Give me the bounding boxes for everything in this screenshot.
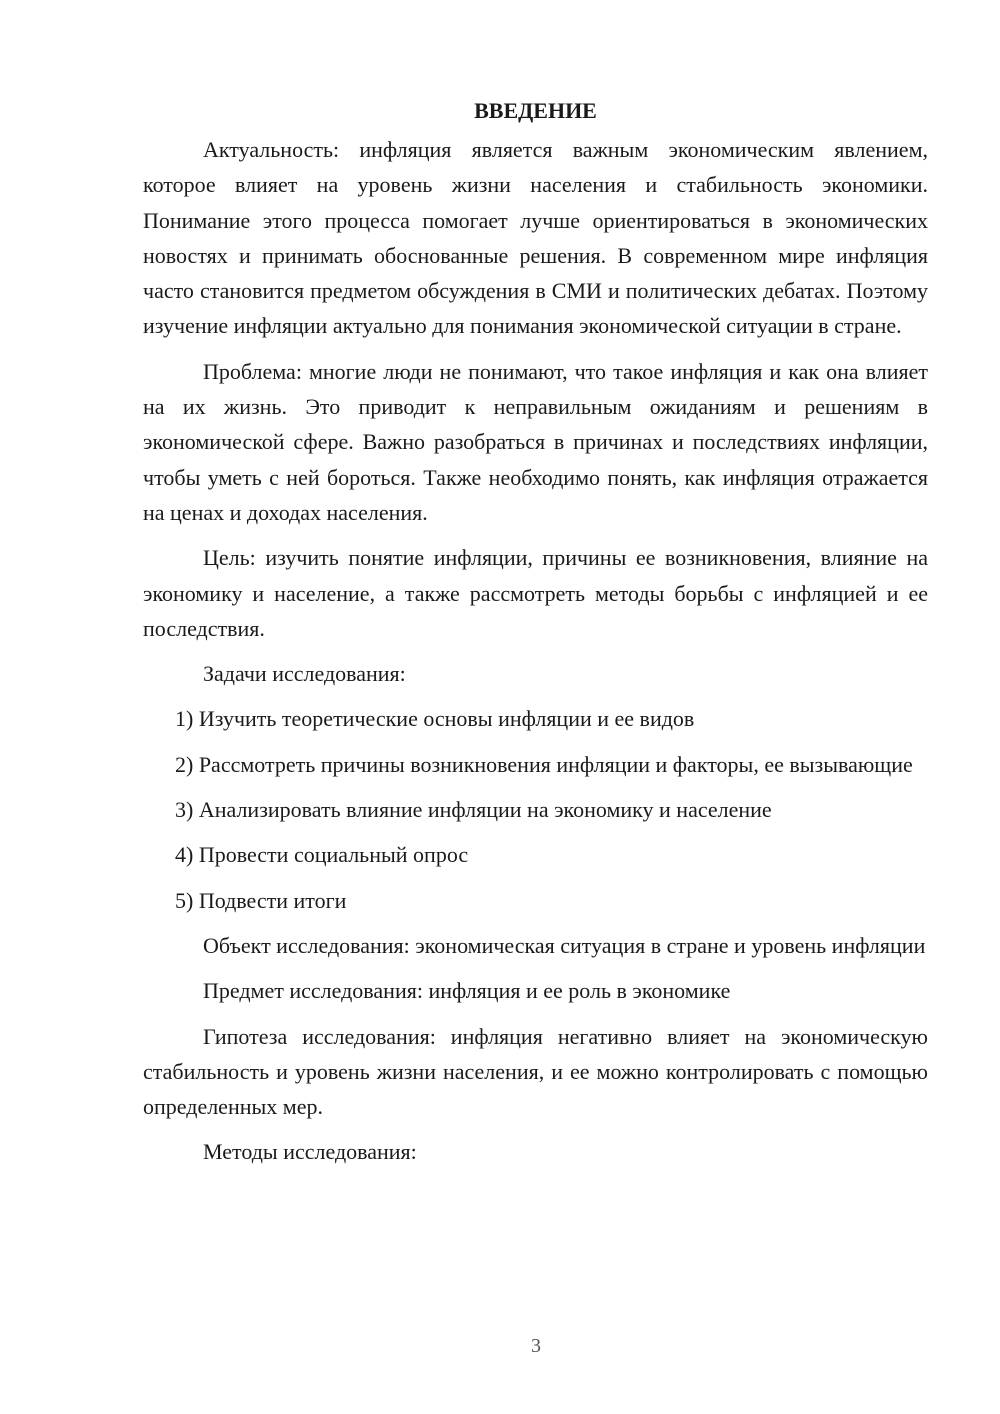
tasks-list (143, 701, 928, 917)
list-item: 5) Подвести итоги (175, 887, 347, 913)
paragraph-object: Объект исследования: экономическая ситуация в стране и уровень инфляции (203, 932, 926, 958)
list-item: 4) Провести социальный опрос (175, 842, 469, 868)
paragraph-relevance: Актуальность: инфляция является важным экономическим явлением, которое влияет на уровень жизни населения и стабильность экономики. Понимание этого процесса помогает лучше ориентироваться в экономических новостях и принимать обоснованные решения. В современном мире инфляция часто становится предметом обсуждения в СМИ и политических дебатах. Поэтому изучение инфляции актуально для понимания экономической ситуации в стране. (143, 137, 928, 339)
page-number: 3 (531, 1335, 541, 1357)
document-body (143, 96, 928, 1180)
paragraph-methods-heading: Методы исследования: (203, 1139, 417, 1165)
list-item: 2) Рассмотреть причины возникновения инфляции и факторы, ее вызывающие (175, 751, 913, 777)
list-item: 3) Анализировать влияние инфляции на экономику и население (175, 797, 772, 823)
paragraph-subject: Предмет исследования: инфляция и ее роль в экономике (203, 978, 731, 1004)
paragraph-problem: Проблема: многие люди не понимают, что такое инфляция и как она влияет на их жизнь. Это приводит к неправильным ожиданиям и решениям в экономической сфере. Важно разобраться в причинах и последствиях инфляции, чтобы уметь с ней бороться. Также необходимо понять, как инфляция отражается на ценах и доходах населения. (143, 358, 928, 525)
list-item: 1) Изучить теоретические основы инфляции и ее видов (175, 706, 695, 732)
section-title: ВВЕДЕНИЕ (474, 98, 597, 123)
paragraph-goal: Цель: изучить понятие инфляции, причины ее возникновения, влияние на экономику и население, а также рассмотреть методы борьбы с инфляцией и ее последствия. (143, 545, 928, 641)
paragraph-hypothesis: Гипотеза исследования: инфляция негативно влияет на экономическую стабильность и уровень жизни населения, и ее можно контролировать с помощью определенных мер. (143, 1023, 928, 1120)
paragraph-tasks-heading: Задачи исследования: (203, 661, 406, 687)
